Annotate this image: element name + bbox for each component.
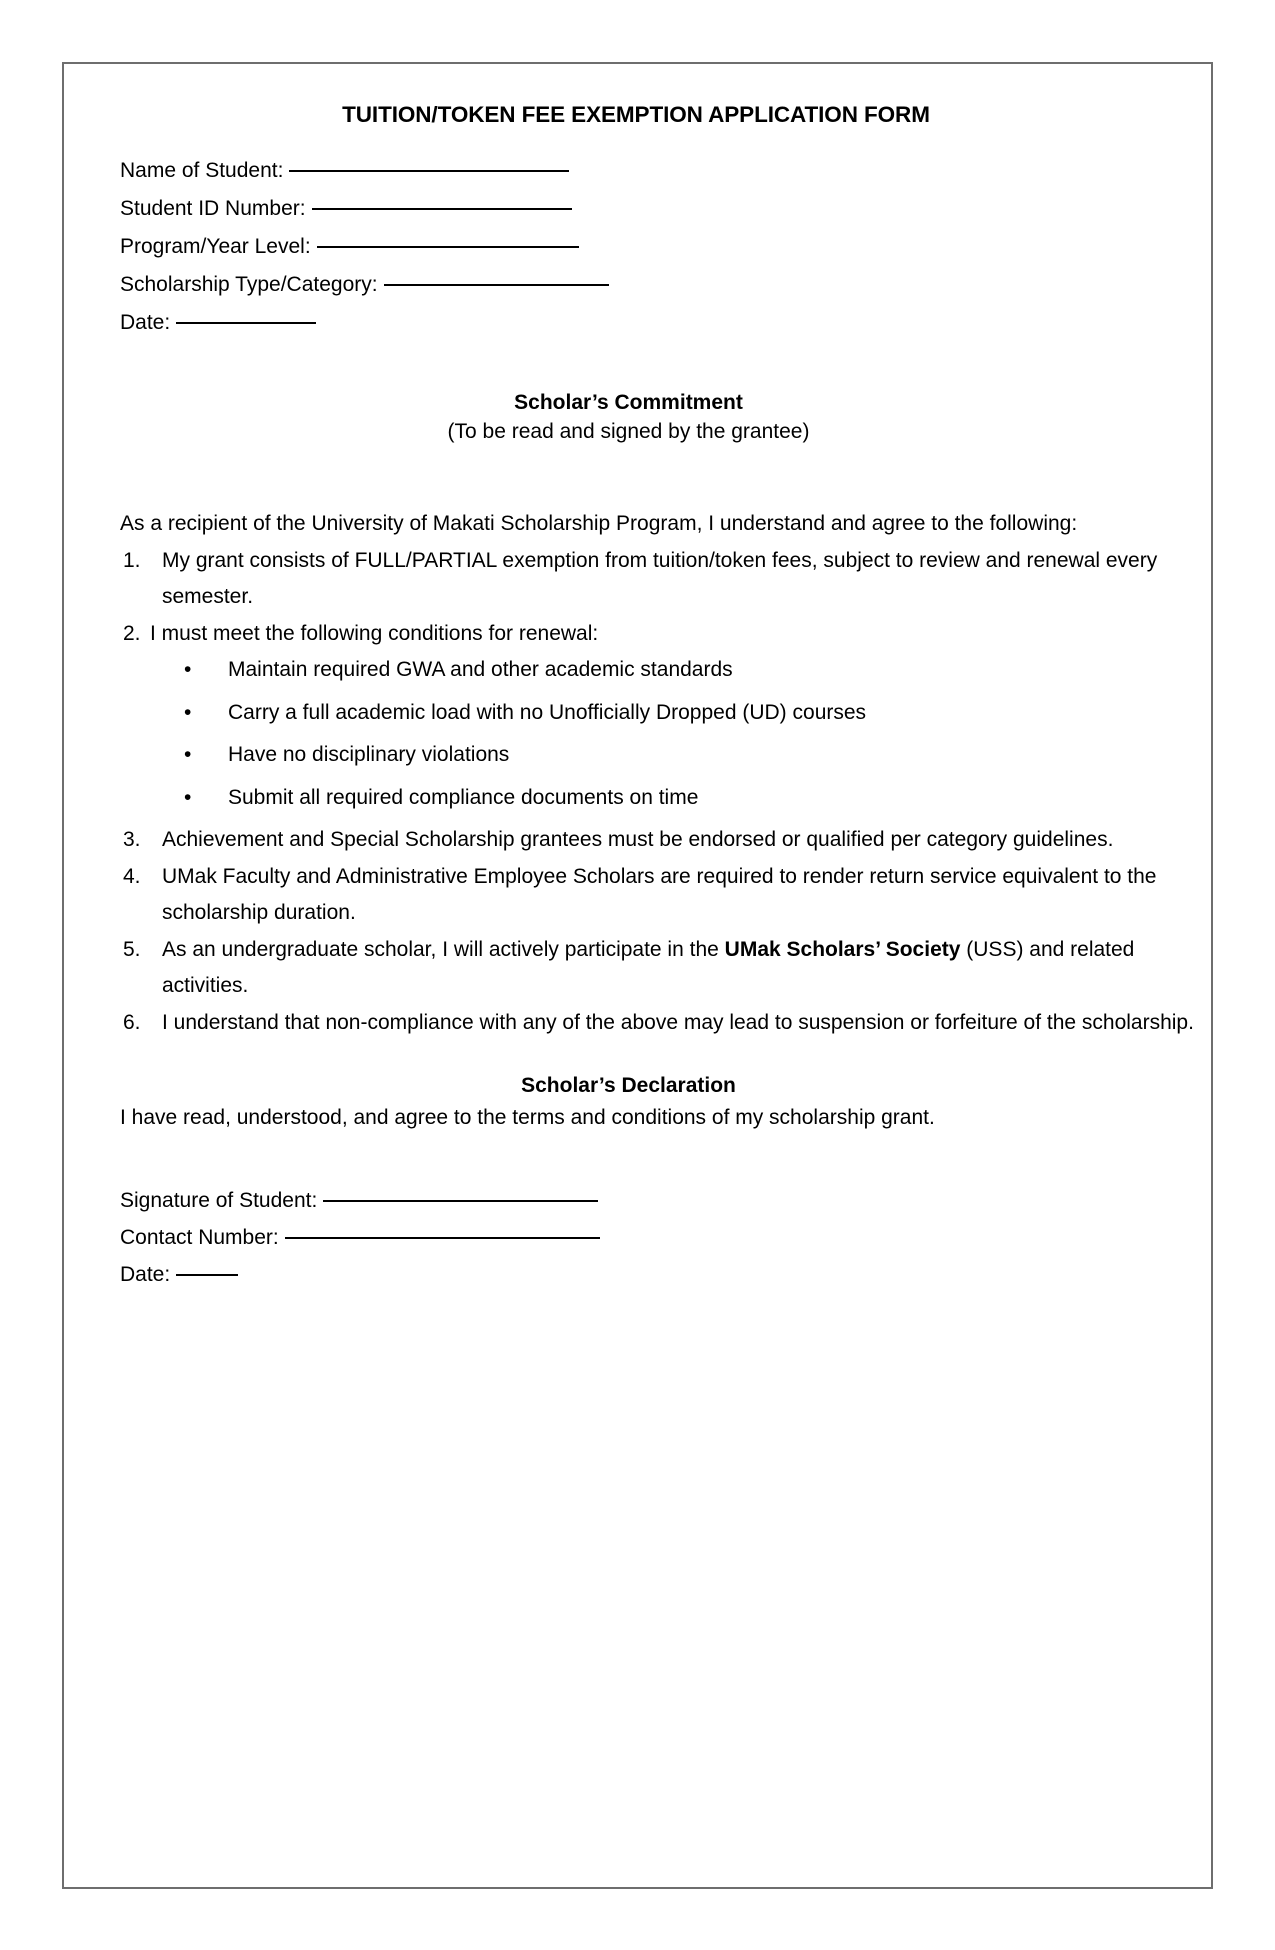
commitment-subheading: (To be read and signed by the grantee) (447, 420, 810, 443)
list-marker-6: 6. (123, 1010, 141, 1034)
field-label-date-bottom: Date: (120, 1263, 171, 1286)
list-item-6 (120, 1005, 1197, 1042)
field-student-id-number[interactable] (120, 190, 1197, 228)
field-blank-date-top[interactable] (176, 322, 316, 324)
list-item (120, 652, 1197, 688)
field-date-bottom[interactable] (120, 1256, 1197, 1293)
list-item-4 (120, 859, 1197, 932)
list-item (120, 780, 1197, 816)
list-marker-2: 2. (123, 621, 141, 645)
field-blank-date-bottom[interactable] (176, 1274, 238, 1276)
declaration-heading: Scholar’s Declaration (521, 1074, 736, 1097)
signature-fields (120, 1182, 1197, 1293)
field-label-date-top: Date: (120, 311, 171, 334)
spacer (120, 1136, 1197, 1182)
list-marker-3: 3. (123, 828, 141, 851)
list-text-2: I must meet the following conditions for renewal: (150, 621, 599, 645)
spacer (120, 342, 1197, 388)
field-signature-of-student[interactable] (120, 1182, 1197, 1219)
field-blank-signature-of-student[interactable] (323, 1200, 598, 1202)
field-blank-contact-number[interactable] (285, 1237, 600, 1239)
field-blank-program-year-level[interactable] (317, 246, 579, 248)
bullet-text-2: Carry a full academic load with no Unofficially Dropped (UD) courses (228, 700, 867, 724)
commitment-list-part-two (120, 822, 1197, 1041)
page-content (120, 102, 1197, 1879)
field-date-top[interactable] (120, 304, 1197, 342)
bullet-text-4: Submit all required compliance documents on time (228, 785, 699, 809)
bullet-text-1: Maintain required GWA and other academic standards (228, 658, 733, 681)
field-label-student-id-number: Student ID Number: (120, 197, 306, 220)
page-border-frame (62, 62, 1213, 1889)
list-marker-5: 5. (123, 937, 141, 961)
list-marker-1: 1. (123, 548, 141, 572)
spacer (120, 1041, 1197, 1071)
commitment-intro-paragraph: As a recipient of the University of Makati Scholarship Program, I understand and agree to the following: (120, 512, 1078, 535)
field-blank-name-of-student[interactable] (289, 170, 569, 172)
list-text-5-before: As an undergraduate scholar, I will actively participate in the (162, 937, 725, 961)
page-title: TUITION/TOKEN FEE EXEMPTION APPLICATION FORM (342, 102, 930, 127)
declaration-paragraph: I have read, understood, and agree to the terms and conditions of my scholarship grant. (120, 1106, 935, 1129)
bullet-icon: • (184, 743, 192, 766)
list-text-5-bold: UMak Scholars’ Society (724, 937, 961, 961)
list-text-4: UMak Faculty and Administrative Employee Scholars are required to render return service equivalent to the scholarship duration. (162, 864, 1157, 924)
bullet-icon: • (184, 785, 192, 809)
field-label-name-of-student: Name of Student: (120, 159, 284, 182)
applicant-info-fields (120, 152, 1197, 342)
list-item-5 (120, 932, 1197, 1005)
field-label-signature-of-student: Signature of Student: (120, 1189, 318, 1212)
field-contact-number[interactable] (120, 1219, 1197, 1256)
spacer (120, 446, 1197, 506)
field-label-contact-number: Contact Number: (120, 1226, 279, 1249)
bullet-icon: • (184, 700, 192, 724)
renewal-conditions-list (120, 652, 1197, 816)
field-label-scholarship-type-category: Scholarship Type/Category: (120, 273, 378, 296)
list-item-3 (120, 822, 1197, 859)
list-item-2 (120, 616, 1197, 653)
list-item (120, 695, 1197, 731)
field-name-of-student[interactable] (120, 152, 1197, 190)
commitment-heading: Scholar’s Commitment (514, 391, 743, 414)
field-blank-scholarship-type-category[interactable] (384, 284, 609, 286)
list-text-1: My grant consists of FULL/PARTIAL exemption from tuition/token fees, subject to review and renewal every semester. (162, 548, 1158, 608)
list-text-5-after: (USS) and related activities. (162, 937, 1135, 997)
list-item-1 (120, 543, 1197, 616)
field-program-year-level[interactable] (120, 228, 1197, 266)
list-marker-4: 4. (123, 864, 141, 888)
field-label-program-year-level: Program/Year Level: (120, 235, 311, 258)
bullet-icon: • (184, 658, 192, 681)
list-text-3: Achievement and Special Scholarship grantees must be endorsed or qualified per category guidelines. (162, 828, 1114, 851)
field-scholarship-type-category[interactable] (120, 266, 1197, 304)
bullet-text-3: Have no disciplinary violations (228, 743, 510, 766)
list-item (120, 737, 1197, 773)
list-text-6: I understand that non-compliance with any of the above may lead to suspension or forfeiture of the scholarship. (162, 1010, 1194, 1034)
field-blank-student-id-number[interactable] (312, 208, 572, 210)
commitment-list-part-one (120, 543, 1197, 653)
